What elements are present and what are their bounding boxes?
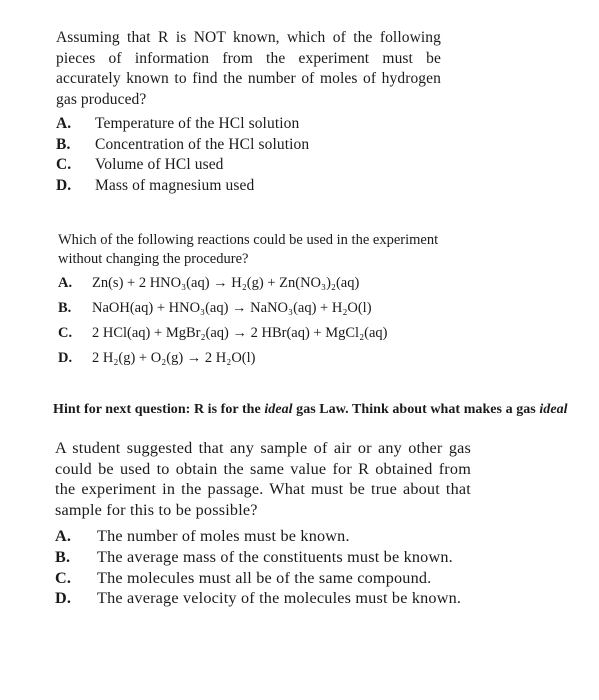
question-3-options [55,526,471,608]
question-2-stem: Which of the following reactions could be used in the experiment without changing the procedure? [58,232,439,267]
hint-line [53,402,599,418]
option-text: Temperature of the HCl solution [95,115,300,132]
question-3-option-b [55,547,471,568]
question-1-option-a [56,114,441,135]
option-letter: A. [56,115,72,132]
option-text: The molecules must all be of the same compound. [97,568,432,587]
option-letter: A. [58,275,73,291]
question-3-stem: A student suggested that any sample of air or any other gas could be used to obtain the same value for R obtained from the experiment in the passage. What must be true about that sample for this to be possible? [55,439,471,519]
option-letter: A. [55,527,72,546]
hint-ideal-word: ideal [264,402,293,417]
question-2-option-a [58,274,458,293]
question-2-option-c [58,324,458,343]
option-text: Concentration of the HCl solution [95,135,310,153]
option-text: The average velocity of the molecules must be known. [97,589,462,608]
option-letter: C. [58,325,73,341]
option-text: The average mass of the constituents must be known. [97,547,453,566]
question-2 [58,231,458,374]
question-3-option-c [55,568,471,589]
question-1-option-d [56,176,441,197]
question-1-options [56,114,441,196]
option-text: Mass of magnesium used [95,176,255,194]
option-text: 2 H₂(g) + O₂(g) → 2 H₂O(l) [92,350,256,366]
option-letter: D. [55,589,72,608]
option-text: Volume of HCl used [95,156,224,173]
option-letter: C. [56,156,72,173]
option-letter: B. [55,547,71,566]
option-letter: B. [56,135,71,153]
question-2-option-b [58,299,458,318]
question-2-option-d [58,349,458,368]
option-text: 2 HCl(aq) + MgBr₂(aq) → 2 HBr(aq) + MgCl₂(aq) [92,325,388,341]
question-1-option-c [56,155,441,176]
option-letter: B. [58,300,72,316]
question-3-option-d [55,588,471,609]
hint-ideal-word-2: ideal [539,402,568,417]
option-letter: C. [55,568,72,587]
option-text: Zn(s) + 2 HNO₃(aq) → H₂(g) + Zn(NO₃)₂(aq) [92,275,360,291]
option-text: NaOH(aq) + HNO₃(aq) → NaNO₃(aq) + H₂O(l) [92,300,372,316]
hint-prefix: Hint for next question: R is for the [53,402,265,417]
question-3 [55,438,471,609]
hint-middle: gas Law. Think about what makes a gas [292,402,540,417]
question-1 [56,28,441,196]
option-text: The number of moles must be known. [97,527,350,546]
question-1-stem: Assuming that R is NOT known, which of the following pieces of information from the experiment must be accurately known to find the number of moles of hydrogen gas produced? [56,29,441,108]
option-letter: D. [58,350,73,366]
option-letter: D. [56,176,72,194]
question-1-option-b [56,135,441,156]
question-2-options [58,274,458,368]
question-3-option-a [55,526,471,547]
